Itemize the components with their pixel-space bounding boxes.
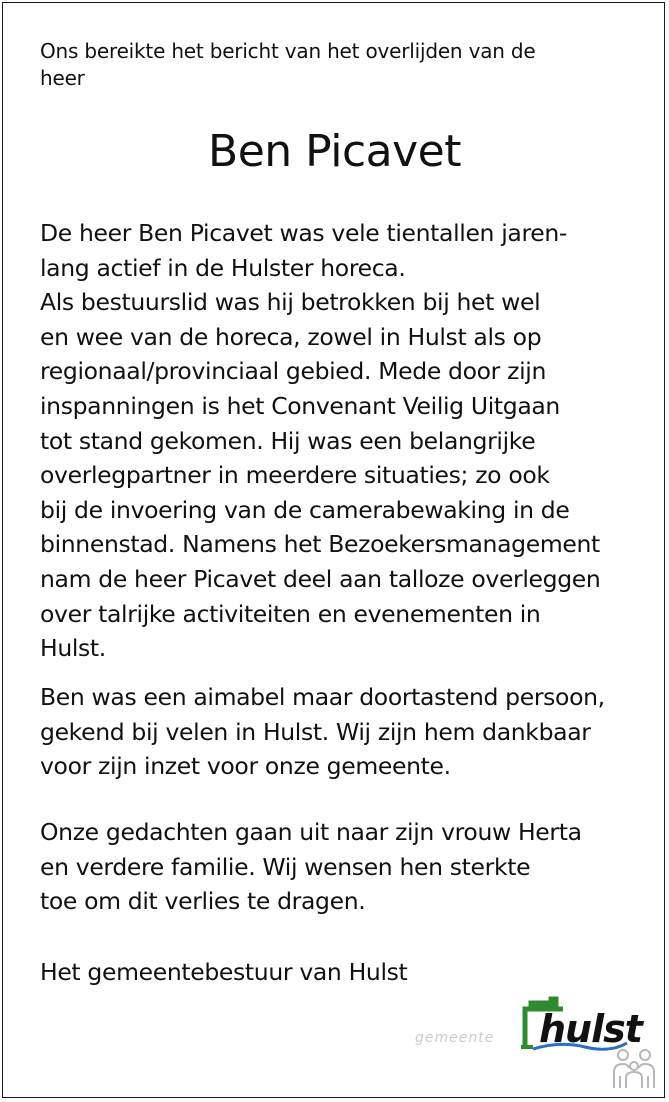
text-line: voor zijn inzet voor onze gemeente. (40, 752, 451, 781)
text-line: binnenstad. Namens het Bezoekersmanagement (40, 530, 600, 559)
text-line: toe om dit verlies te dragen. (40, 887, 366, 916)
text-line: nam de heer Picavet deel aan talloze overleggen (40, 564, 601, 593)
text-line: lang actief in de Hulster horeca. (40, 253, 406, 282)
text-line: Onze gedachten gaan uit naar zijn vrouw Herta (40, 818, 582, 846)
text-line: over talrijke activiteiten en evenementen in (40, 599, 541, 628)
text-line: gekend bij velen in Hulst. Wij zijn hem dankbaar (40, 717, 591, 746)
text-line: inspanningen is het Convenant Veilig Uitgaan (40, 391, 560, 420)
paragraph-character (40, 680, 650, 784)
deceased-name: Ben Picavet (208, 126, 461, 177)
family-group-icon (611, 1046, 657, 1090)
paragraph-career (40, 216, 650, 666)
intro-line: Ons bereikte het bericht van het overlijden van de (40, 39, 536, 63)
text-line: Als bestuurslid was hij betrokken bij het wel (40, 288, 541, 317)
intro-line: heer (40, 66, 85, 90)
text-line: regionaal/provinciaal gebied. Mede door zijn (40, 357, 546, 386)
paragraph-condolence (40, 815, 650, 919)
logo-name: hulst (539, 1007, 642, 1051)
text-line: en verdere familie. Wij wensen hen sterkte (40, 852, 531, 881)
text-line: overlegpartner in meerdere situaties; zo ook (40, 461, 550, 490)
intro-text (40, 38, 640, 92)
text-line: bij de invoering van de camerabewaking in de (40, 495, 570, 524)
text-line: en wee van de horeca, zowel in Hulst als op (40, 322, 542, 351)
signature: Het gemeentebestuur van Hulst (40, 958, 408, 986)
logo-prefix: gemeente (415, 1030, 495, 1046)
text-line: tot stand gekomen. Hij was een belangrijke (40, 426, 536, 455)
hulst-logo (415, 995, 642, 1055)
text-line: Ben was een aimabel maar doortastend persoon, (40, 683, 605, 711)
text-line: De heer Ben Picavet was vele tientallen jaren- (40, 219, 568, 247)
text-line: Hulst. (40, 634, 106, 663)
